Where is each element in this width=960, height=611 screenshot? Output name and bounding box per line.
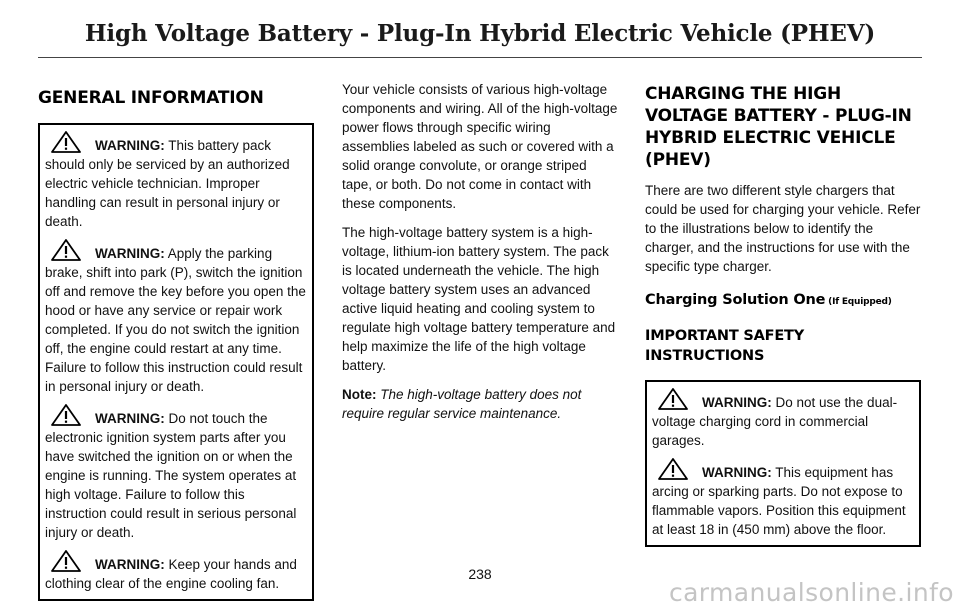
- service-note: [342, 385, 618, 423]
- general-warnings-box: [38, 123, 314, 601]
- warning-triangle-icon: [658, 458, 688, 480]
- charging-warnings-box: [645, 380, 921, 547]
- page-title: High Voltage Battery - Plug-In Hybrid Electric Vehicle (PHEV): [84, 20, 876, 47]
- middle-column: [342, 80, 618, 433]
- warning-item: [652, 458, 915, 539]
- charging-intro: There are two different style chargers that could be used for charging your vehicle. Refer to the illustrations below to identify the charger, and the instructions for use with the specific type charger.: [645, 183, 921, 274]
- charging-heading: CHARGING THE HIGH VOLTAGE BATTERY - PLUG-IN HYBRID ELECTRIC VEHICLE (PHEV): [645, 84, 912, 170]
- general-information-heading: GENERAL INFORMATION: [38, 88, 264, 108]
- warning-text: Apply the parking brake, shift into park (P), switch the ignition off and remove the key before you open the hood or have any service or repair work completed. If you do not switch the ignition off, the engine could restart at any time. Failure to follow this instruction could result in personal injury or death.: [45, 246, 306, 394]
- warning-triangle-icon: [658, 388, 688, 410]
- left-column: [38, 80, 314, 601]
- charging-solution-note: (If Equipped): [825, 297, 892, 307]
- warning-item: [45, 404, 308, 542]
- safety-instructions-heading: IMPORTANT SAFETY INSTRUCTIONS: [645, 328, 805, 364]
- charging-solution-heading: [645, 290, 921, 312]
- warning-label: WARNING:: [702, 395, 772, 410]
- warning-item: [652, 388, 915, 450]
- warning-label: WARNING:: [95, 557, 165, 572]
- warning-text: Do not use the dual-voltage charging cord in commercial garages.: [652, 395, 898, 448]
- warning-label: WARNING:: [95, 138, 165, 153]
- warning-item: [45, 239, 308, 396]
- warning-triangle-icon: [51, 239, 81, 261]
- warning-label: WARNING:: [702, 465, 772, 480]
- warning-triangle-icon: [51, 131, 81, 153]
- watermark: carmanualsonline.info: [668, 578, 954, 607]
- warning-text: Keep your hands and clothing clear of the engine cooling fan.: [45, 557, 297, 591]
- note-label: Note:: [342, 387, 377, 402]
- charging-solution-title: Charging Solution One: [645, 292, 826, 308]
- warning-label: WARNING:: [95, 411, 165, 426]
- warning-item: [45, 131, 308, 231]
- warning-text: Do not touch the electronic ignition system parts after you have switched the ignition on or when the engine is running. The system operates at high voltage. Failure to follow this instruction could result in serious personal injury or death.: [45, 411, 297, 540]
- warning-text: This equipment has arcing or sparking parts. Do not expose to flammable vapors. Position this equipment at least 18 in (450 mm) above the floor.: [652, 465, 906, 537]
- page-number: 238: [468, 566, 492, 582]
- warning-triangle-icon: [51, 404, 81, 426]
- warning-label: WARNING:: [95, 246, 165, 261]
- note-text: The high-voltage battery does not require regular service maintenance.: [342, 387, 582, 421]
- body-paragraph: Your vehicle consists of various high-voltage components and wiring. All of the high-voltage power flows through specific wiring assemblies labeled as such or covered with a solid orange convolute, or orange striped tape, or both. Do not come in contact with these components.: [342, 82, 618, 211]
- right-column: [645, 80, 921, 547]
- warning-text: This battery pack should only be serviced by an authorized electric vehicle technician. Improper handling can result in personal injury or death.: [45, 138, 290, 229]
- title-divider: [38, 57, 922, 58]
- body-paragraph: The high-voltage battery system is a high-voltage, lithium-ion battery system. The pack is located underneath the vehicle. The high voltage battery system uses an advanced active liquid heating and cooling system to regulate high voltage battery temperature and help maximize the life of the high voltage battery.: [342, 225, 616, 373]
